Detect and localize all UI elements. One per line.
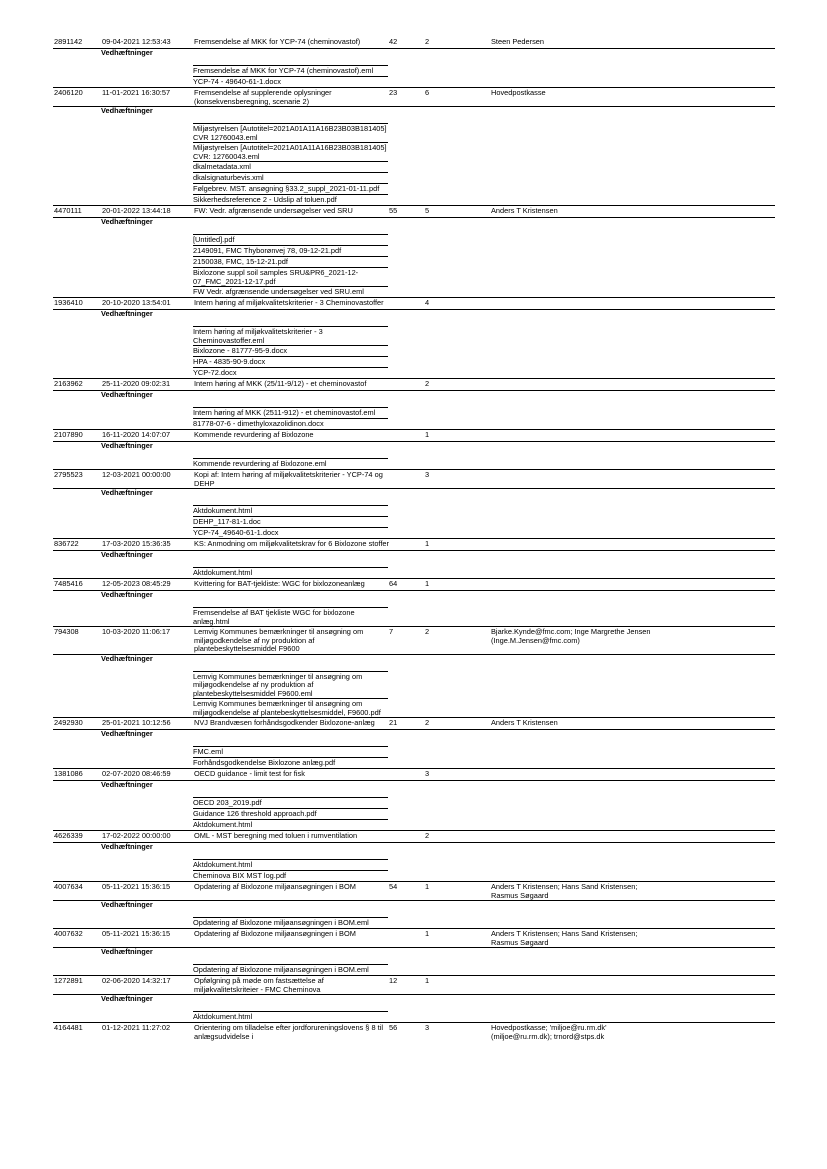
record-count-b: 1 [425, 882, 430, 891]
attachment-item: Aktdokument.html [193, 567, 388, 578]
attachment-item: Cheminova BIX MST log.pdf [193, 870, 388, 881]
record-row [53, 88, 775, 106]
record-title: Orientering om tilladelse efter jordforureningslovens § 8 til anlægsudvidelse i [194, 1023, 383, 1041]
attachment-item: 81778-07-6 - dimethyloxazolidinon.docx [193, 418, 388, 429]
record-row [53, 539, 775, 550]
record-id: 1936410 [54, 298, 83, 307]
journal-record [53, 578, 775, 626]
record-row [53, 976, 775, 994]
attachments-header [53, 900, 775, 911]
attachment-item: Opdatering af Bixlozone miljøansøgningen i BOM.eml [193, 964, 388, 975]
record-count-b: 2 [425, 37, 430, 46]
attachments-label: Vedhæftninger [101, 994, 153, 1003]
attachments-label: Vedhæftninger [101, 590, 153, 599]
attachment-item: Lemvig Kommunes bemærkninger til ansøgning om miljøgodkendelse af plantebeskyttelsesmiddel, F9600.pdf [193, 698, 388, 717]
attachment-item: Lemvig Kommunes bemærkninger til ansøgning om miljøgodkendelse af ny produktion af plantebeskyttelsesmiddel F9600.eml [193, 671, 388, 699]
attachments-label: Vedhæftninger [101, 106, 153, 115]
record-count-a: 64 [389, 579, 398, 588]
attachment-item: Guidance 126 threshold approach.pdf [193, 808, 388, 819]
record-title: Lemvig Kommunes bemærkninger til ansøgning om miljøgodkendelse af ny produktion af plantebeskyttelsesmiddel F9600 [194, 627, 364, 653]
attachment-item: [Untitled].pdf [193, 234, 388, 245]
journal-record [53, 429, 775, 469]
record-datetime: 10-03-2020 11:06:17 [102, 627, 171, 636]
record-row [53, 769, 775, 780]
record-id: 4626339 [54, 831, 83, 840]
attachment-item: 2150038, FMC, 15-12-21.pdf [193, 256, 388, 267]
attachment-item: YCP-74 - 49640-61-1.docx [193, 76, 388, 87]
record-id: 2406120 [54, 88, 83, 97]
journal-record [53, 768, 775, 830]
record-count-b: 1 [425, 430, 430, 439]
record-row [53, 882, 775, 900]
record-recipient [491, 769, 661, 780]
record-recipient [491, 976, 661, 994]
attachments-label: Vedhæftninger [101, 729, 153, 738]
record-id: 4007634 [54, 882, 83, 891]
record-count-a [389, 470, 425, 488]
record-title: Kopi af: Intern høring af miljøkvalitetskriterier - YCP-74 og DEHP [194, 470, 383, 488]
attachments-header [53, 488, 775, 499]
record-row [53, 379, 775, 390]
record-count-b: 2 [425, 718, 430, 727]
record-recipient [491, 298, 661, 309]
record-id: 4007632 [54, 929, 83, 938]
attachments-label: Vedhæftninger [101, 217, 153, 226]
attachments-label: Vedhæftninger [101, 441, 153, 450]
record-count-b: 4 [425, 298, 430, 307]
record-count-b: 2 [425, 627, 430, 636]
record-recipient: Anders T Kristensen; Hans Sand Kristensen; Rasmus Søgaard [491, 929, 638, 947]
attachment-item: YCP-72.docx [193, 367, 388, 378]
record-count-a: 54 [389, 882, 398, 891]
journal-record [53, 928, 775, 975]
attachment-item: Intern høring af miljøkvalitetskriterier - 3 Cheminovastoffer.eml [193, 326, 388, 345]
record-count-a: 12 [389, 976, 398, 985]
attachments-label: Vedhæftninger [101, 309, 153, 318]
record-recipient [491, 831, 661, 842]
record-recipient: Anders T Kristensen [491, 206, 558, 215]
attachment-item: Følgebrev. MST. ansøgning §33.2_suppl_2021-01-11.pdf [193, 183, 388, 194]
attachment-item: Miljøstyrelsen [Autotitel=2021A01A11A16B23B03B181405] CVR: 12760043.eml [193, 143, 387, 161]
attachments-header [53, 309, 775, 320]
attachment-item: Kommende revurdering af Bixlozone.eml [193, 458, 388, 469]
attachment-item: Miljøstyrelsen [Autotitel=2021A01A11A16B23B03B181405] CVR 12760043.eml [193, 124, 387, 142]
record-title: OML - MST beregning med toluen i rumventilation [194, 831, 358, 840]
attachment-item: Aktdokument.html [193, 819, 388, 830]
attachments-label: Vedhæftninger [101, 653, 153, 663]
record-id: 794308 [54, 627, 79, 636]
record-row [53, 929, 775, 947]
journal-record [53, 717, 775, 768]
attachment-item: Opdatering af Bixlozone miljøansøgningen i BOM.eml [193, 917, 388, 928]
attachment-item: Bixlozone suppl soil samples SRU&PR6_2021-12-07_FMC_2021-12-17.pdf [193, 267, 388, 286]
record-count-a [389, 831, 425, 842]
journal-record [53, 975, 775, 1022]
record-datetime: 11-01-2021 16:30:57 [102, 88, 171, 97]
record-count-b: 1 [425, 976, 430, 985]
record-datetime: 12-03-2021 00:00:00 [102, 470, 171, 479]
attachments-label: Vedhæftninger [101, 780, 153, 789]
attachments-label: Vedhæftninger [101, 488, 153, 497]
attachment-item: OECD 203_2019.pdf [193, 797, 388, 808]
record-count-a: 23 [389, 88, 398, 97]
record-datetime: 25-01-2021 10:12:56 [102, 718, 171, 727]
record-count-a: 7 [389, 627, 394, 636]
record-row [53, 627, 775, 654]
attachment-item: YCP-74_49640-61-1.docx [193, 527, 388, 538]
attachments-header [53, 994, 775, 1005]
record-count-a [389, 379, 425, 390]
record-datetime: 02-07-2020 08:46:59 [102, 769, 171, 778]
record-count-b: 3 [425, 470, 430, 479]
record-id: 1381086 [54, 769, 83, 778]
attachments-header [53, 106, 775, 117]
attachment-item: Aktdokument.html [193, 505, 388, 516]
record-datetime: 20-10-2020 13:54:01 [102, 298, 171, 307]
record-recipient: Bjarke.Kynde@fmc.com; Inge Margrethe Jensen (Inge.M.Jensen@fmc.com) [491, 627, 651, 645]
record-count-a [389, 298, 425, 309]
record-id: 2795523 [54, 470, 83, 479]
record-title: Kvittering for BAT-tjekliste: WGC for bixlozoneanlæg [194, 579, 365, 588]
record-datetime: 09-04-2021 12:53:43 [102, 37, 171, 46]
attachment-item: Bixlozone - 81777-95-9.docx [193, 345, 388, 356]
record-count-b: 1 [425, 539, 430, 548]
record-count-b: 1 [425, 929, 430, 938]
record-row [53, 470, 775, 488]
record-row [53, 37, 775, 48]
attachments-label: Vedhæftninger [101, 390, 153, 399]
journal-record [53, 297, 775, 378]
record-row [53, 1023, 775, 1041]
record-datetime: 25-11-2020 09:02:31 [102, 379, 171, 388]
record-title: OECD guidance - limit test for fisk [194, 769, 305, 778]
attachments-label: Vedhæftninger [101, 900, 153, 909]
attachment-item: DEHP_117-81-1.doc [193, 516, 388, 527]
journal-record [53, 538, 775, 578]
journal-record [53, 378, 775, 429]
record-recipient: Hovedpostkasse [491, 88, 546, 97]
attachment-item: Intern høring af MKK (2511-912) - et cheminovastof.eml [193, 407, 388, 418]
record-datetime: 12-05-2023 08:45:29 [102, 579, 171, 588]
record-row [53, 831, 775, 842]
record-id: 2492930 [54, 718, 83, 727]
record-title: Fremsendelse af MKK for YCP-74 (cheminovastof) [194, 37, 361, 46]
attachment-item: dkalmetadata.xml [193, 161, 388, 172]
attachments-label: Vedhæftninger [101, 550, 153, 559]
record-count-a [389, 430, 425, 441]
record-datetime: 05-11-2021 15:36:15 [102, 882, 171, 891]
journal-record [53, 1022, 775, 1041]
record-title: FW: Vedr. afgrænsende undersøgelser ved SRU [194, 206, 353, 215]
journal-record [53, 881, 775, 928]
record-title: Opdatering af Bixlozone miljøansøgningen i BOM [194, 929, 356, 938]
record-recipient: Anders T Kristensen; Hans Sand Kristensen; Rasmus Søgaard [491, 882, 638, 900]
attachment-item: HPA - 4835-90-9.docx [193, 356, 388, 367]
journal-record [53, 37, 775, 87]
attachment-item: FW Vedr. afgrænsende undersøgelser ved SRU.eml [193, 286, 388, 297]
record-title: Opdatering af Bixlozone miljøansøgningen i BOM [194, 882, 356, 891]
record-recipient [491, 430, 661, 441]
record-recipient: Steen Pedersen [491, 37, 545, 46]
record-row [53, 579, 775, 590]
record-recipient [491, 579, 661, 590]
attachments-header [53, 947, 775, 958]
record-count-a [389, 929, 425, 947]
record-count-b: 1 [425, 579, 430, 588]
record-count-a: 56 [389, 1023, 398, 1032]
journal-record [53, 830, 775, 881]
record-row [53, 298, 775, 309]
record-count-a: 42 [389, 37, 398, 46]
record-datetime: 20-01-2022 13:44:18 [102, 206, 171, 215]
journal-record [53, 87, 775, 205]
record-count-b: 3 [425, 1023, 430, 1032]
attachments-header [53, 550, 775, 561]
record-id: 836722 [54, 539, 79, 548]
record-id: 2107890 [54, 430, 83, 439]
record-id: 7485416 [54, 579, 83, 588]
record-datetime: 02-06-2020 14:32:17 [102, 976, 171, 985]
record-id: 1272891 [54, 976, 83, 985]
record-count-a: 21 [389, 718, 398, 727]
record-title: Intern høring af miljøkvalitetskriterier - 3 Cheminovastoffer [194, 298, 384, 307]
record-datetime: 17-02-2022 00:00:00 [102, 831, 171, 840]
record-id: 2163962 [54, 379, 83, 388]
record-title: Fremsendelse af supplerende oplysninger (konsekvensberegning, scenarie 2) [194, 88, 332, 106]
attachment-item: FMC.eml [193, 746, 388, 757]
record-recipient [491, 379, 661, 390]
attachment-item: Sikkerhedsreference 2 - Udslip af toluen.pdf [193, 194, 388, 205]
attachments-label: Vedhæftninger [101, 842, 153, 851]
attachment-item: Forhåndsgodkendelse Bixlozone anlæg.pdf [193, 757, 388, 768]
record-row [53, 718, 775, 729]
record-datetime: 01-12-2021 11:27:02 [102, 1023, 171, 1032]
record-datetime: 17-03-2020 15:36:35 [102, 539, 171, 548]
record-count-b: 2 [425, 831, 430, 840]
record-title: Kommende revurdering af Bixlozone [194, 430, 314, 439]
attachment-item: Fremsendelse af MKK for YCP-74 (cheminovastof).eml [193, 65, 388, 76]
record-count-a: 55 [389, 206, 398, 215]
attachments-header [53, 390, 775, 401]
record-title: NVJ Brandvæsen forhåndsgodkender Bixlozone-anlæg [194, 718, 375, 727]
record-count-b: 3 [425, 769, 430, 778]
attachments-header [53, 590, 775, 601]
record-recipient: Anders T Kristensen [491, 718, 558, 727]
record-title: KS: Anmodning om miljøkvalitetskrav for 6 Bixlozone stoffer [194, 539, 389, 548]
attachments-label: Vedhæftninger [101, 947, 153, 956]
record-datetime: 16-11-2020 14:07:07 [102, 430, 171, 439]
record-id: 4470111 [54, 206, 82, 215]
attachments-header [53, 217, 775, 228]
record-title: Intern høring af MKK (25/11-9/12) - et cheminovastof [194, 379, 367, 388]
attachment-item: Aktdokument.html [193, 859, 388, 870]
journal-record [53, 626, 775, 717]
record-recipient [491, 539, 661, 550]
record-datetime: 05-11-2021 15:36:15 [102, 929, 171, 938]
attachment-item: Fremsendelse af BAT tjekliste WGC for bixlozone anlæg.html [193, 607, 388, 626]
record-recipient: Hovedpostkasse; 'miljoe@ru.rm.dk' (miljoe@ru.rm.dk); trnord@stps.dk [491, 1023, 607, 1041]
attachments-header [53, 48, 775, 59]
record-recipient [491, 470, 661, 488]
journal-record [53, 469, 775, 538]
journal-table [53, 37, 775, 1041]
attachments-header [53, 842, 775, 853]
journal-record [53, 205, 775, 297]
record-count-a [389, 769, 425, 780]
attachment-item: dkalsignaturbevis.xml [193, 172, 388, 183]
record-count-b: 6 [425, 88, 430, 97]
record-id: 2891142 [54, 37, 83, 46]
record-id: 4164481 [54, 1023, 83, 1032]
attachments-header [53, 780, 775, 791]
attachments-header [53, 441, 775, 452]
record-row [53, 206, 775, 217]
attachment-item: 2149091, FMC Thyborønvej 78, 09-12-21.pdf [193, 245, 388, 256]
attachment-item: Aktdokument.html [193, 1011, 388, 1022]
record-count-a [389, 539, 425, 550]
attachments-header [53, 729, 775, 740]
attachments-header [53, 654, 775, 665]
attachments-label: Vedhæftninger [101, 48, 153, 57]
record-row [53, 430, 775, 441]
record-title: Opfølgning på møde om fastsættelse af miljøkvalitetskriteier - FMC Cheminova [194, 976, 324, 994]
record-count-b: 5 [425, 206, 430, 215]
record-count-b: 2 [425, 379, 430, 388]
